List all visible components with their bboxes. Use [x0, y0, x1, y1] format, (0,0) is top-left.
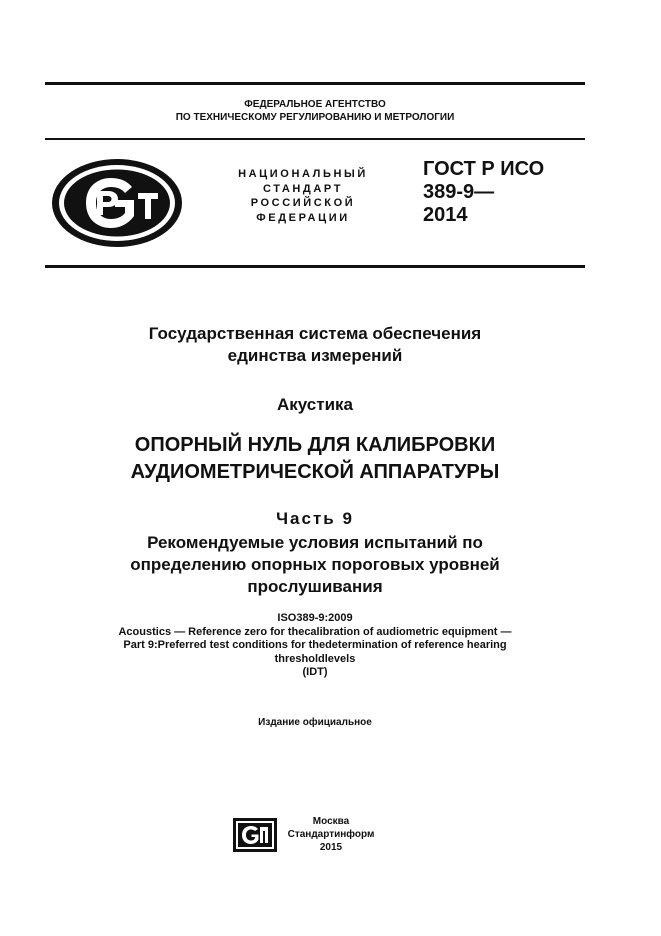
- agency-line-1: ФЕДЕРАЛЬНОЕ АГЕНТСТВО: [244, 99, 386, 110]
- iso-reference: [45, 612, 585, 680]
- part-title: [45, 532, 585, 598]
- rst-mark-icon: [50, 157, 184, 254]
- national-standard-label: [218, 167, 388, 225]
- standartinform-logo-icon: [233, 818, 277, 857]
- iso-identity-marker: (IDT): [302, 666, 328, 678]
- part-number: Часть 9: [276, 509, 354, 528]
- iso-number: ISO389-9:2009: [277, 612, 353, 624]
- national-standard-line-1: НАЦИОНАЛЬНЫЙ: [238, 168, 368, 180]
- part-title-line-1: Рекомендуемые условия испытаний по: [147, 533, 483, 552]
- iso-title-line-2: Part 9:Preferred test conditions for thedetermination of reference hearing: [123, 639, 507, 651]
- system-title-line-1: Государственная система обеспечения: [148, 324, 482, 343]
- top-rule: [45, 82, 585, 85]
- publisher-city: Москва: [312, 816, 350, 827]
- national-standard-line-3: РОССИЙСКОЙ: [250, 197, 356, 209]
- publisher-name: Стандартинформ: [287, 829, 375, 840]
- edition-label: Издание официальное: [258, 717, 372, 728]
- agency-line-2: ПО ТЕХНИЧЕСКОМУ РЕГУЛИРОВАНИЮ И МЕТРОЛОГИИ: [175, 112, 455, 123]
- header-bottom-rule: [45, 265, 585, 268]
- iso-title-line-1: Acoustics — Reference zero for thecalibration of audiometric equipment —: [118, 625, 512, 638]
- standard-designation: [423, 158, 544, 227]
- designation-line-1: ГОСТ Р ИСО: [423, 158, 545, 180]
- iso-title-line-3: thresholdlevels: [274, 652, 356, 665]
- national-standard-line-2: СТАНДАРТ: [262, 182, 344, 195]
- main-title-line-1: ОПОРНЫЙ НУЛЬ ДЛЯ КАЛИБРОВКИ: [134, 434, 496, 456]
- part-title-line-2: определению опорных пороговых уровней: [130, 555, 500, 574]
- agency-name: [45, 98, 585, 124]
- publication-year: 2015: [319, 842, 343, 853]
- designation-line-2: 389-9—: [423, 181, 495, 203]
- system-title-line-2: единства измерений: [227, 346, 403, 365]
- main-title-line-2: АУДИОМЕТРИЧЕСКОЙ АППАРАТУРЫ: [130, 461, 500, 483]
- header-divider: [45, 138, 585, 140]
- publisher-imprint: [283, 815, 379, 854]
- system-title: [45, 323, 585, 367]
- main-title: [45, 432, 585, 486]
- part-title-line-3: прослушивания: [247, 577, 383, 596]
- subject-title: Акустика: [276, 395, 353, 414]
- designation-line-3: 2014: [423, 204, 468, 226]
- national-standard-line-4: ФЕДЕРАЦИИ: [256, 211, 350, 224]
